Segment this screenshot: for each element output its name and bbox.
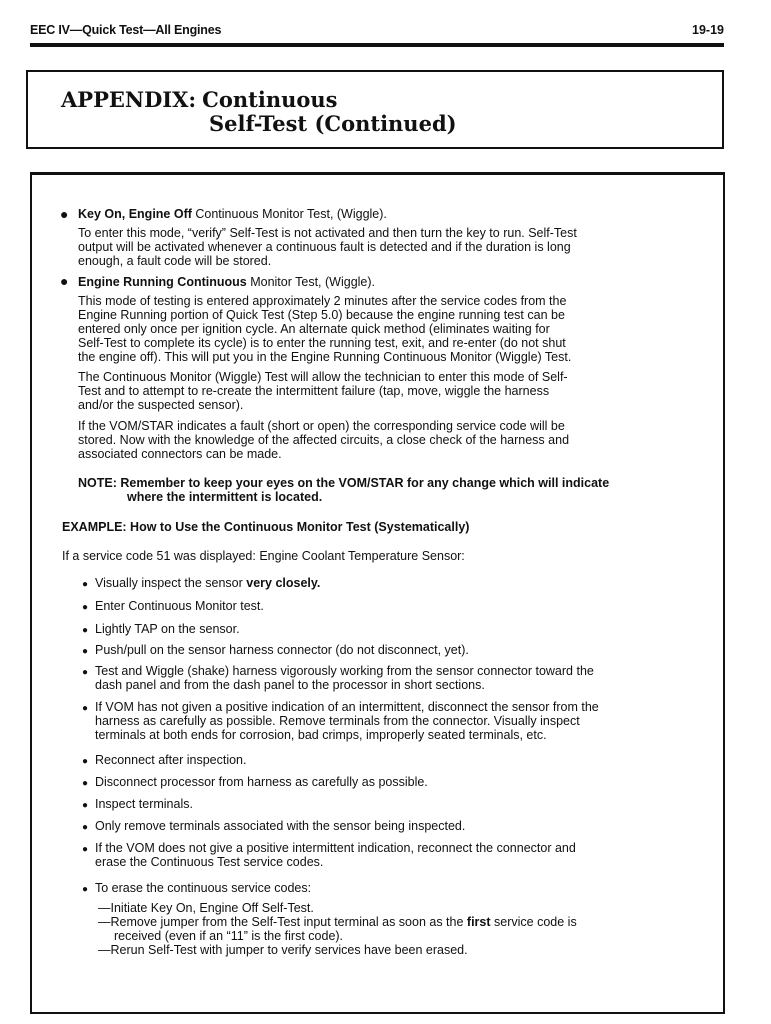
list-item: Push/pull on the sensor harness connector (do not disconnect, yet). bbox=[95, 643, 469, 657]
note-line-2: where the intermittent is located. bbox=[127, 490, 323, 504]
bullet-dot: ● bbox=[82, 646, 89, 657]
list-item: Lightly TAP on the sensor. bbox=[95, 622, 240, 636]
list-item: Enter Continuous Monitor test. bbox=[95, 599, 264, 613]
bullet-dot: ● bbox=[82, 667, 89, 678]
example-intro: If a service code 51 was displayed: Engine Coolant Temperature Sensor: bbox=[62, 549, 465, 563]
header-title: EEC IV—Quick Test—All Engines bbox=[30, 23, 222, 37]
section1-heading bbox=[78, 207, 387, 221]
bullet-dot: ● bbox=[82, 756, 89, 767]
title-continuous: Continuous bbox=[202, 87, 338, 112]
list-item-bold: very closely. bbox=[246, 576, 321, 590]
bullet-dot: ● bbox=[82, 703, 89, 714]
bullet-dot: ● bbox=[82, 844, 89, 855]
list-item: If VOM has not given a positive indication of an intermittent, disconnect the sensor from the bbox=[95, 700, 599, 714]
section2-para1-line: Engine Running portion of Quick Test (Step 5.0) because the engine running test can be bbox=[78, 308, 565, 322]
section1-heading-rest: Continuous Monitor Test, (Wiggle). bbox=[191, 207, 387, 221]
sub-item bbox=[98, 915, 577, 929]
list-item: Reconnect after inspection. bbox=[95, 753, 247, 767]
title-line-1 bbox=[61, 87, 337, 112]
list-item: If the VOM does not give a positive intermittent indication, reconnect the connector and bbox=[95, 841, 576, 855]
sub-item: —Rerun Self-Test with jumper to verify services have been erased. bbox=[98, 943, 468, 957]
bullet-dot: ● bbox=[60, 206, 69, 222]
section2-para2-line: The Continuous Monitor (Wiggle) Test will allow the technician to enter this mode of Self- bbox=[78, 370, 568, 384]
list-item: Test and Wiggle (shake) harness vigorously working from the sensor connector toward the bbox=[95, 664, 594, 678]
section1-para-line: enough, a fault code will be stored. bbox=[78, 254, 272, 268]
section2-para3-line: stored. Now with the knowledge of the affected circuits, a close check of the harness and bbox=[78, 433, 570, 447]
note-label: NOTE: bbox=[78, 476, 117, 490]
section2-para1-line: entered only once per ignition cycle. An alternate quick method (eliminates waiting for bbox=[78, 322, 550, 336]
section2-para1-line: This mode of testing is entered approximately 2 minutes after the service codes from the bbox=[78, 294, 567, 308]
section2-heading-rest: Monitor Test, (Wiggle). bbox=[246, 275, 376, 289]
section1-para-line: output will be activated whenever a continuous fault is detected and if the duration is long bbox=[78, 240, 571, 254]
section2-para1-line: the engine off). This will put you in the Engine Running Continuous Monitor (Wiggle) Test. bbox=[78, 350, 572, 364]
section2-heading bbox=[78, 275, 375, 289]
bullet-dot: ● bbox=[60, 273, 69, 289]
content-box bbox=[30, 172, 725, 1014]
list-item: Inspect terminals. bbox=[95, 797, 193, 811]
section1-para-line: To enter this mode, “verify” Self-Test is not activated and then turn the key to run. Self-Test bbox=[78, 226, 577, 240]
sub-item: —Initiate Key On, Engine Off Self-Test. bbox=[98, 901, 314, 915]
title-appendix: APPENDIX: bbox=[61, 87, 197, 112]
list-item: Disconnect processor from harness as carefully as possible. bbox=[95, 775, 428, 789]
example-heading: EXAMPLE: How to Use the Continuous Monitor Test (Systematically) bbox=[62, 520, 470, 534]
list-item: To erase the continuous service codes: bbox=[95, 881, 312, 895]
note-line-1 bbox=[78, 476, 609, 490]
section2-para1-line: Self-Test to complete its cycle) is to enter the running test, exit, and re-enter (do not shut bbox=[78, 336, 566, 350]
sub-item-text: —Remove jumper from the Self-Test input terminal as soon as the bbox=[98, 915, 467, 929]
bullet-dot: ● bbox=[82, 602, 89, 613]
list-item: Only remove terminals associated with the sensor being inspected. bbox=[95, 819, 466, 833]
bullet-dot: ● bbox=[82, 800, 89, 811]
bullet-dot: ● bbox=[82, 884, 89, 895]
bullet-dot: ● bbox=[82, 778, 89, 789]
running-header bbox=[30, 23, 724, 47]
section2-para2-line: and/or the suspected sensor). bbox=[78, 398, 244, 412]
section1-heading-bold: Key On, Engine Off bbox=[78, 207, 192, 221]
list-item bbox=[95, 576, 320, 590]
title-box bbox=[26, 70, 724, 149]
section2-heading-bold: Engine Running Continuous bbox=[78, 275, 247, 289]
note-text-1: Remember to keep your eyes on the VOM/STAR for any change which will indicate bbox=[120, 476, 610, 490]
section2-para3-line: If the VOM/STAR indicates a fault (short or open) the corresponding service code will be bbox=[78, 419, 565, 433]
list-item-cont: terminals at both ends for corrosion, bad crimps, improperly seated terminals, etc. bbox=[95, 728, 547, 742]
title-line-2: Self-Test (Continued) bbox=[209, 111, 457, 136]
page-number: 19-19 bbox=[692, 23, 724, 37]
list-item-cont: dash panel and from the dash panel to the processor in short sections. bbox=[95, 678, 485, 692]
section2-para2-line: Test and to attempt to re-create the intermittent failure (tap, move, wiggle the harness bbox=[78, 384, 550, 398]
section2-para3-line: associated connectors can be made. bbox=[78, 447, 282, 461]
sub-item-cont: received (even if an “11” is the first code). bbox=[114, 929, 344, 943]
list-item-text: Visually inspect the sensor bbox=[95, 576, 247, 590]
bullet-dot: ● bbox=[82, 625, 89, 636]
list-item-cont: harness as carefully as possible. Remove terminals from the connector. Visually inspect bbox=[95, 714, 580, 728]
bullet-dot: ● bbox=[82, 822, 89, 833]
sub-item-bold: first bbox=[466, 915, 491, 929]
bullet-dot: ● bbox=[82, 579, 89, 590]
list-item-cont: erase the Continuous Test service codes. bbox=[95, 855, 324, 869]
sub-item-text: service code is bbox=[490, 915, 577, 929]
